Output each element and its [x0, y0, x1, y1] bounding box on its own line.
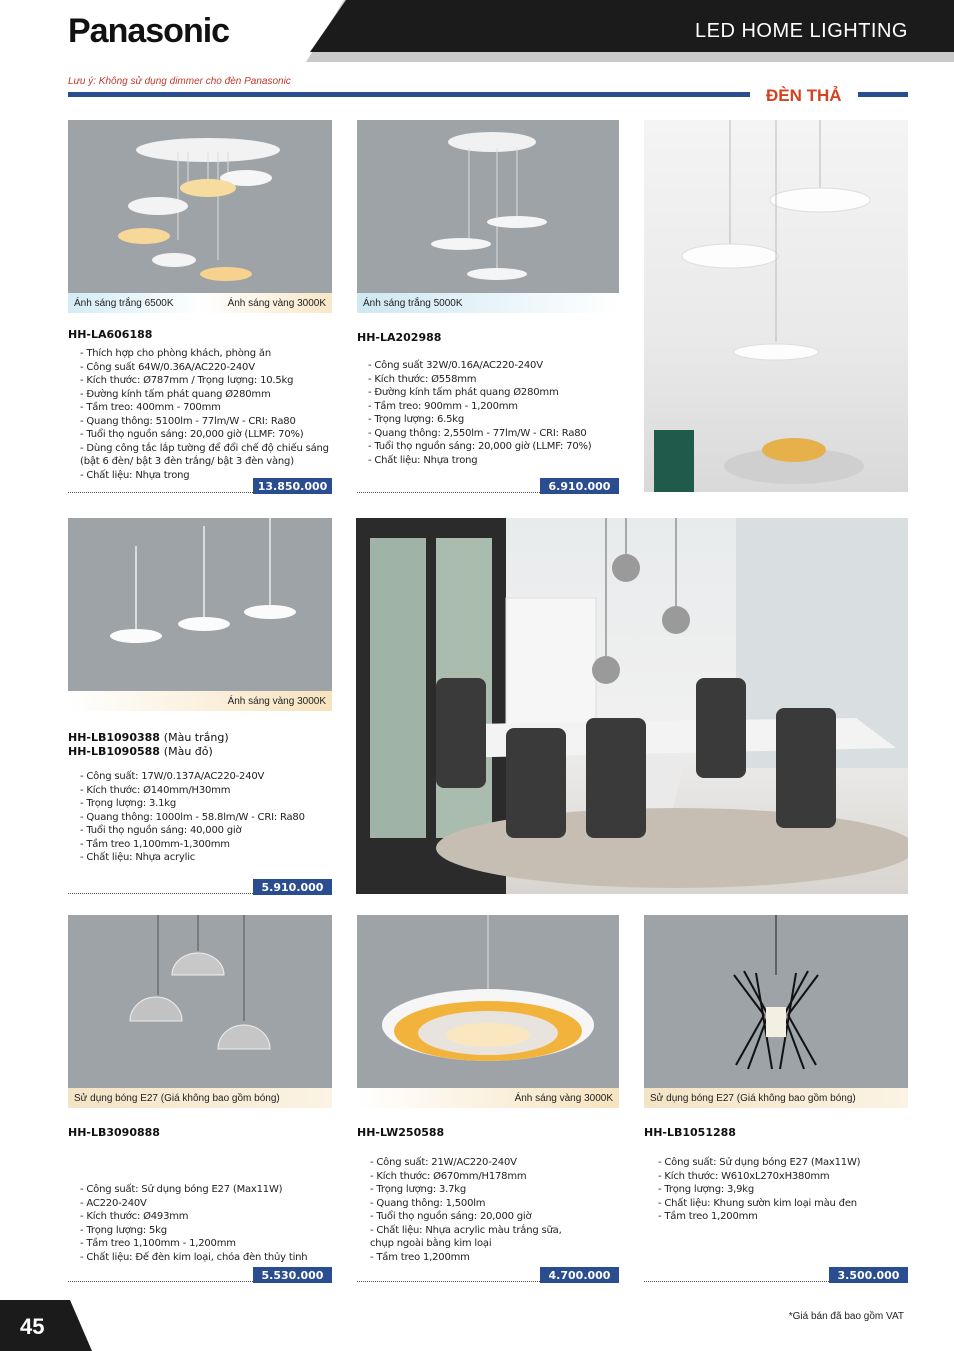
brand-logo: Panasonic	[68, 12, 230, 50]
caption-warm-light: Ánh sáng vàng 3000K	[227, 695, 326, 707]
pendant-disc-lamp-icon	[68, 120, 332, 293]
header-title: LED HOME LIGHTING	[695, 20, 908, 42]
product-code: HH-LW250588	[357, 1126, 445, 1139]
section-rule-right	[858, 92, 908, 97]
price-tag: 3.500.000	[829, 1267, 908, 1283]
spec-item: - Kích thước: W610xL270xH380mm	[658, 1170, 830, 1182]
product-image-lb1051288	[644, 915, 908, 1108]
spec-item: - Công suất: Sử dụng bóng E27 (Max11W)	[80, 1184, 283, 1195]
caption-bulb-note: Sử dụng bóng E27 (Giá không bao gồm bóng)	[650, 1092, 856, 1104]
pendant-disc-lamp-icon	[357, 120, 619, 293]
spec-list	[80, 770, 305, 865]
spec-item: - Đường kính tấm phát quang Ø280mm	[80, 388, 271, 400]
spec-item: - Trọng lượng: 6.5kg	[368, 414, 465, 425]
product-image-lw250588	[357, 915, 619, 1108]
product-color-red: (Màu đỏ)	[163, 745, 213, 758]
spec-item: - Kích thước: Ø787mm / Trọng lượng: 10.5kg	[80, 375, 294, 386]
spec-item: - Tầm treo: 400mm - 700mm	[80, 402, 221, 413]
scene-photo-dining-room	[356, 518, 908, 894]
spec-item: - Chất liệu: Nhựa acrylic	[80, 852, 196, 863]
spec-item: - Tầm treo 1,100mm-1,300mm	[80, 838, 230, 850]
spec-item: (bật 6 đèn/ bật 3 đèn trắng/ bật 3 đèn vàng)	[80, 456, 294, 467]
spec-item: - Đường kính tấm phát quang Ø280mm	[368, 387, 559, 398]
price-rule	[68, 492, 253, 493]
spec-item: chụp ngoài bằng kim loại	[370, 1238, 492, 1249]
product-code: HH-LA606188	[68, 328, 153, 341]
pendant-globe-lamp-icon	[68, 915, 332, 1088]
pendant-ring-lamp-icon	[357, 915, 619, 1088]
caption-white-light: Ánh sáng trắng 5000K	[363, 297, 463, 309]
spec-list	[658, 1156, 860, 1224]
product-image-lb3090888	[68, 915, 332, 1108]
spec-item: - Trọng lượng: 3,9kg	[658, 1184, 755, 1195]
product-code	[68, 731, 229, 744]
spec-item: - Chất liệu: Nhựa trong	[80, 469, 190, 481]
spec-item: - Quang thông: 5100lm - 77lm/W - CRI: Ra80	[80, 415, 296, 427]
caption-white-light: Ánh sáng trắng 6500K	[74, 297, 174, 309]
price-tag: 5.530.000	[253, 1267, 332, 1283]
spec-item: - Công suất 64W/0.36A/AC220-240V	[80, 361, 255, 373]
spec-list	[368, 359, 592, 467]
room-scene-icon	[356, 518, 908, 894]
spec-item: - Trọng lượng: 5kg	[80, 1224, 167, 1236]
price-tag: 13.850.000	[253, 478, 332, 494]
spec-item: - Thích hợp cho phòng khách, phòng ăn	[80, 348, 271, 359]
page-number-tab	[0, 1300, 92, 1351]
spec-item: - Tầm treo 1,200mm	[658, 1211, 758, 1222]
spec-item: - Kích thước: Ø493mm	[80, 1211, 189, 1222]
spec-list	[80, 347, 329, 482]
caption-bar	[357, 1088, 619, 1108]
price-rule	[68, 893, 253, 894]
price-tag: 6.910.000	[540, 478, 619, 494]
spec-item: - Quang thông: 2,550lm - 77lm/W - CRI: Ra80	[368, 427, 587, 439]
spec-item: - Tuổi thọ nguồn sáng: 20,000 giờ (LLMF: 70%)	[368, 441, 592, 452]
spec-item: - Tầm treo 1,200mm	[370, 1251, 470, 1263]
price-rule	[357, 1281, 540, 1282]
spec-item: - Công suất: 17W/0.137A/AC220-240V	[80, 771, 265, 782]
spec-item: - Quang thông: 1,500lm	[370, 1197, 486, 1209]
price-tag: 5.910.000	[253, 879, 332, 895]
spec-item: - Kích thước: Ø670mm/H178mm	[370, 1170, 527, 1182]
caption-bar	[68, 691, 332, 711]
caption-warm-light: Ánh sáng vàng 3000K	[227, 297, 326, 309]
product-code-white: HH-LB1090388	[68, 731, 160, 744]
caption-bar	[357, 293, 619, 313]
spec-item: - Chất liệu: Nhựa acrylic màu trắng sữa,	[370, 1224, 562, 1236]
spec-item: - Công suất 32W/0.16A/AC220-240V	[368, 360, 543, 371]
pendant-puck-lamp-icon	[68, 518, 332, 691]
product-code: HH-LB1051288	[644, 1126, 736, 1139]
spec-item: - Kích thước: Ø140mm/H30mm	[80, 784, 231, 796]
product-image-lb1090388	[68, 518, 332, 711]
spec-item: - Trọng lượng: 3.7kg	[370, 1184, 467, 1195]
caption-bar	[644, 1088, 908, 1108]
spec-item: - Dùng công tắc lắp tường để đổi chế độ chiếu sáng	[80, 442, 329, 454]
price-rule	[357, 492, 540, 493]
room-scene-icon	[644, 120, 908, 492]
spec-list	[80, 1183, 307, 1264]
spec-item: - Quang thông: 1000lm - 58.8lm/W - CRI: Ra80	[80, 811, 305, 823]
spec-item: - Công suất: Sử dụng bóng E27 (Max11W)	[658, 1157, 861, 1168]
spec-item: - Tầm treo: 900mm - 1,200mm	[368, 400, 518, 412]
spec-item: - Tuổi thọ nguồn sáng: 20,000 giờ (LLMF: 70%)	[80, 429, 304, 440]
price-rule	[68, 1281, 253, 1282]
header-band	[306, 0, 954, 62]
spec-item: - Trọng lượng: 3.1kg	[80, 798, 177, 809]
vat-note: *Giá bán đã bao gồm VAT	[788, 1311, 904, 1322]
spec-item: - Tầm treo 1,100mm - 1,200mm	[80, 1238, 236, 1249]
spec-list	[370, 1156, 562, 1264]
page-number: 45	[20, 1314, 45, 1339]
product-code-red: HH-LB1090588	[68, 745, 160, 758]
dimmer-note: Lưu ý: Không sử dụng dimmer cho đèn Panasonic	[68, 76, 291, 87]
spec-item: - Chất liệu: Khung sườn kim loại màu đen	[658, 1197, 857, 1209]
product-image-la606188	[68, 120, 332, 313]
product-color-white: (Màu trắng)	[163, 731, 229, 744]
caption-bar	[68, 1088, 332, 1108]
spec-item: - Tuổi thọ nguồn sáng: 40,000 giờ	[80, 825, 242, 836]
product-image-la202988	[357, 120, 619, 313]
spec-item: - Công suất: 21W/AC220-240V	[370, 1157, 517, 1168]
caption-bulb-note: Sử dụng bóng E27 (Giá không bao gồm bóng)	[74, 1092, 280, 1104]
pendant-wire-cage-lamp-icon	[644, 915, 908, 1088]
price-rule	[644, 1281, 829, 1282]
spec-item: - Chất liệu: Nhựa trong	[368, 454, 478, 466]
spec-item: - Kích thước: Ø558mm	[368, 373, 477, 385]
section-title: ĐÈN THẢ	[766, 86, 842, 105]
spec-item: - Chất liệu: Đế đèn kim loại, chóa đèn thủy tinh	[80, 1251, 308, 1263]
product-code	[68, 745, 213, 758]
spec-item: - AC220-240V	[80, 1197, 147, 1209]
caption-warm-light: Ánh sáng vàng 3000K	[514, 1092, 613, 1104]
spec-item: - Tuổi thọ nguồn sáng: 20,000 giờ	[370, 1211, 532, 1222]
scene-photo-dining	[644, 120, 908, 492]
product-code: HH-LB3090888	[68, 1126, 160, 1139]
section-rule-left	[68, 92, 750, 97]
price-tag: 4.700.000	[540, 1267, 619, 1283]
caption-bar	[68, 293, 332, 313]
product-code: HH-LA202988	[357, 331, 442, 344]
